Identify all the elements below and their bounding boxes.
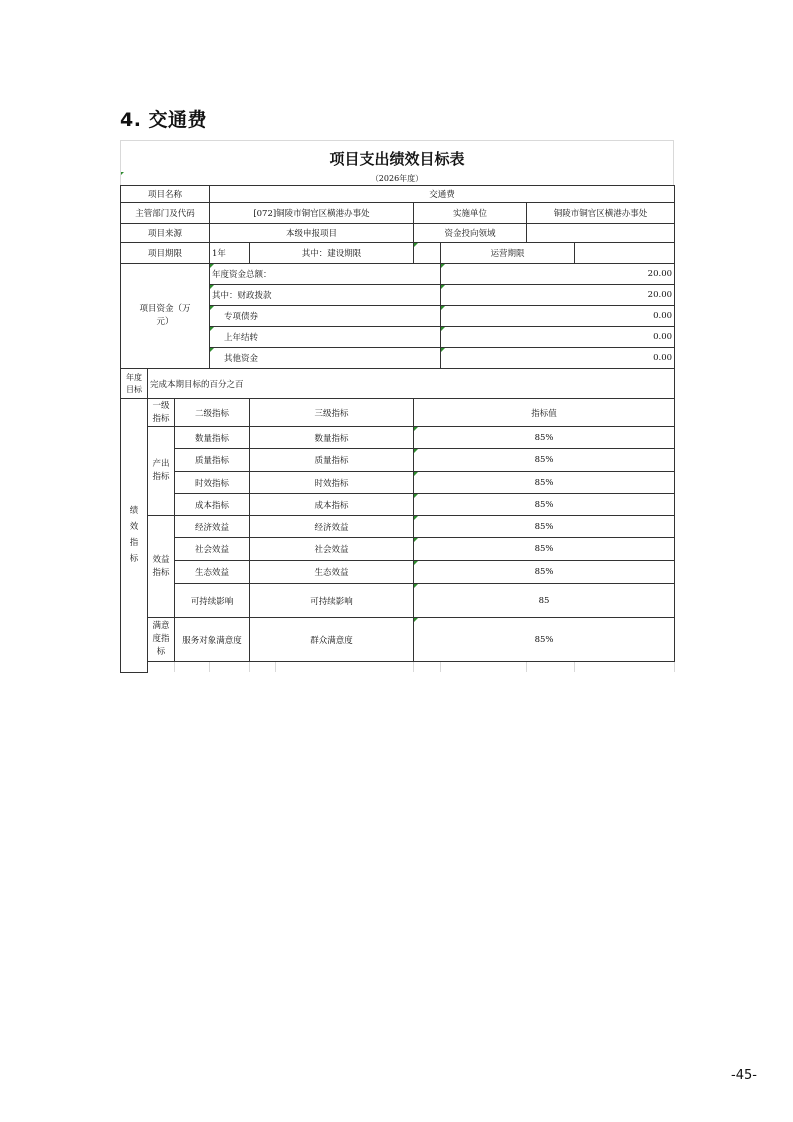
satisfaction-l3-public: 群众满意度 (250, 618, 414, 662)
benefit-l3-social: 社会效益 (250, 538, 414, 561)
satisfaction-l2-service: 服务对象满意度 (175, 618, 250, 662)
benefit-value-economic: 85% (414, 516, 675, 538)
project-name-label: 项目名称 (121, 186, 210, 203)
output-l2-timeliness: 时效指标 (175, 472, 250, 494)
benefit-l3-sustainable: 可持续影响 (250, 584, 414, 618)
output-l2-quality: 质量指标 (175, 449, 250, 472)
output-l2-quantity: 数量指标 (175, 427, 250, 449)
output-l2-cost: 成本指标 (175, 494, 250, 516)
fund-value-other: 0.00 (441, 348, 675, 369)
fund-label-other: 其他资金 (210, 348, 441, 369)
benefit-l2-social: 社会效益 (175, 538, 250, 561)
output-l3-timeliness: 时效指标 (250, 472, 414, 494)
fund-value-carryover: 0.00 (441, 327, 675, 348)
satisfaction-indicator-label: 满意度指标 (148, 618, 175, 662)
benefit-value-sustainable: 85 (414, 584, 675, 618)
section-title: 4. 交通费 (120, 109, 208, 131)
source-value: 本级申报项目 (210, 224, 414, 243)
period-value: 1年 (210, 243, 250, 264)
output-value-quantity: 85% (414, 427, 675, 449)
output-value-cost: 85% (414, 494, 675, 516)
ops-value (575, 243, 675, 264)
output-l3-quantity: 数量指标 (250, 427, 414, 449)
invest-label: 资金投向领域 (414, 224, 527, 243)
goal-table (120, 185, 675, 673)
impl-unit-label: 实施单位 (414, 203, 527, 224)
dept-label: 主管部门及代码 (121, 203, 210, 224)
benefit-l2-sustainable: 可持续影响 (175, 584, 250, 618)
output-value-quality: 85% (414, 449, 675, 472)
invest-value (527, 224, 675, 243)
build-value (414, 243, 441, 264)
level1-header: 一级指标 (148, 399, 175, 427)
dept-value: [072]铜陵市铜官区横港办事处 (210, 203, 414, 224)
fund-value-total: 20.00 (441, 264, 675, 285)
project-name-value: 交通费 (210, 186, 675, 203)
page-number: -45- (731, 1068, 757, 1083)
fund-value-fiscal: 20.00 (441, 285, 675, 306)
satisfaction-value-public: 85% (414, 618, 675, 662)
value-header: 指标值 (414, 399, 675, 427)
table-year: （2026年度） (120, 172, 674, 185)
benefit-indicator-label: 效益指标 (148, 516, 175, 618)
source-label: 项目来源 (121, 224, 210, 243)
ops-label: 运营期限 (441, 243, 575, 264)
output-value-timeliness: 85% (414, 472, 675, 494)
fund-label: 项目资金（万元） (121, 264, 210, 369)
annual-goal-label: 年度目标 (121, 369, 148, 399)
benefit-l2-economic: 经济效益 (175, 516, 250, 538)
period-label: 项目期限 (121, 243, 210, 264)
benefit-l3-ecological: 生态效益 (250, 561, 414, 584)
annual-goal-value: 完成本期目标的百分之百 (148, 369, 675, 399)
benefit-l2-ecological: 生态效益 (175, 561, 250, 584)
level3-header: 三级指标 (250, 399, 414, 427)
fund-label-total: 年度资金总额： (210, 264, 441, 285)
performance-target-table (120, 140, 674, 673)
perf-indicator-label: 绩效指标 (121, 399, 148, 673)
output-indicator-label: 产出指标 (148, 427, 175, 516)
output-l3-quality: 质量指标 (250, 449, 414, 472)
benefit-l3-economic: 经济效益 (250, 516, 414, 538)
fund-label-bond: 专项债券 (210, 306, 441, 327)
benefit-value-social: 85% (414, 538, 675, 561)
level2-header: 二级指标 (175, 399, 250, 427)
benefit-value-ecological: 85% (414, 561, 675, 584)
table-title: 项目支出绩效目标表 (120, 140, 674, 172)
fund-label-fiscal: 其中：财政拨款 (210, 285, 441, 306)
impl-unit-value: 铜陵市铜官区横港办事处 (527, 203, 675, 224)
fund-label-carryover: 上年结转 (210, 327, 441, 348)
fund-value-bond: 0.00 (441, 306, 675, 327)
build-label: 其中：建设期限 (250, 243, 414, 264)
output-l3-cost: 成本指标 (250, 494, 414, 516)
